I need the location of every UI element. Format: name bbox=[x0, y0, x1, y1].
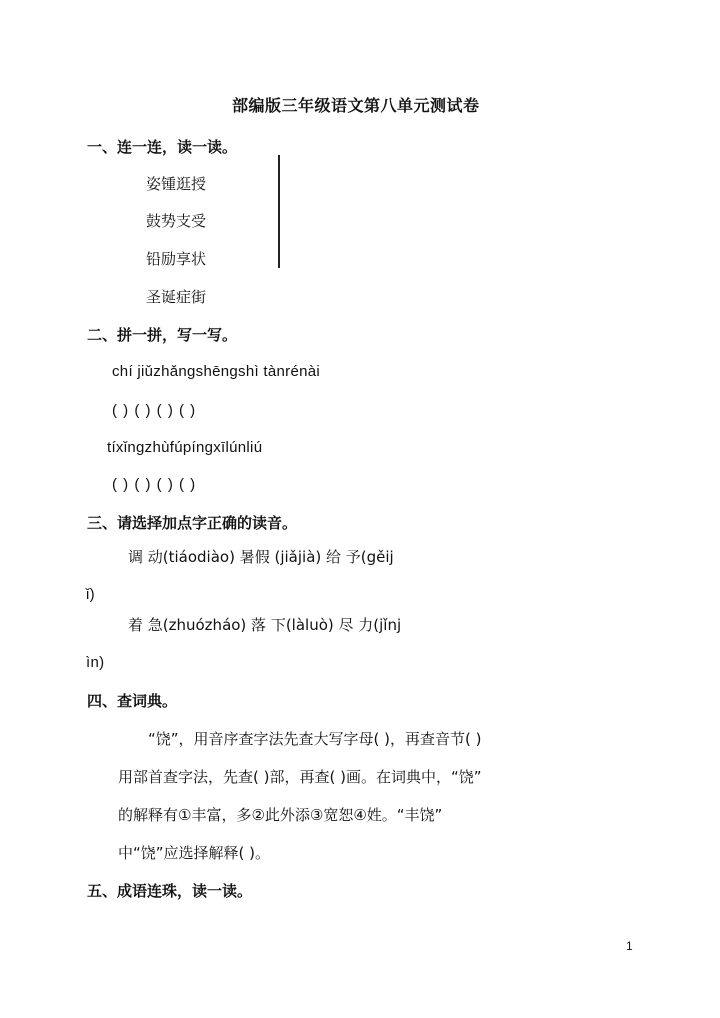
match-item: 鼓势支受 bbox=[146, 212, 207, 230]
match-item: 圣诞症街 bbox=[146, 288, 207, 306]
reading-choice-cont: ìn) bbox=[86, 654, 105, 671]
dictionary-text-line: “饶”，用音序查字法先查大写字母( )，再查音节( ) bbox=[148, 730, 482, 748]
section-2-heading: 二、拼一拼，写一写。 bbox=[87, 326, 238, 344]
page-number: 1 bbox=[626, 939, 633, 953]
divider-line bbox=[278, 155, 280, 268]
reading-choice-line: 着 急(zhuózháo) 落 下(làluò) 尽 力(jǐnj bbox=[128, 616, 402, 634]
section-1-heading: 一、连一连，读一读。 bbox=[87, 138, 238, 156]
section-5-heading: 五、成语连珠，读一读。 bbox=[87, 882, 253, 900]
answer-blanks: ( ) ( ) ( ) ( ) bbox=[112, 476, 197, 493]
dictionary-text-line: 用部首查字法，先查( )部，再查( )画。在词典中，“饶” bbox=[118, 768, 482, 786]
page-title: 部编版三年级语文第八单元测试卷 bbox=[232, 96, 480, 115]
reading-choice-cont: ǐ) bbox=[86, 586, 95, 603]
section-3-heading: 三、请选择加点字正确的读音。 bbox=[87, 514, 298, 532]
match-item: 姿锺逛授 bbox=[146, 175, 207, 193]
answer-blanks: ( ) ( ) ( ) ( ) bbox=[112, 402, 197, 419]
section-4-heading: 四、查词典。 bbox=[87, 692, 178, 710]
dictionary-text-line: 的解释有①丰富，多②此外添③宽恕④姓。“丰饶” bbox=[118, 806, 443, 824]
pinyin-row: tíxǐngzhùfúpíngxīlúnliú bbox=[107, 439, 263, 456]
dictionary-text-line: 中“饶”应选择解释( )。 bbox=[118, 844, 271, 862]
pinyin-row: chí jiǔzhǎngshēngshì tànrénài bbox=[112, 363, 321, 380]
reading-choice-line: 调 动(tiáodiào) 暑假 (jiǎjià) 给 予(gěij bbox=[128, 548, 394, 566]
match-item: 铅励享状 bbox=[146, 250, 207, 268]
